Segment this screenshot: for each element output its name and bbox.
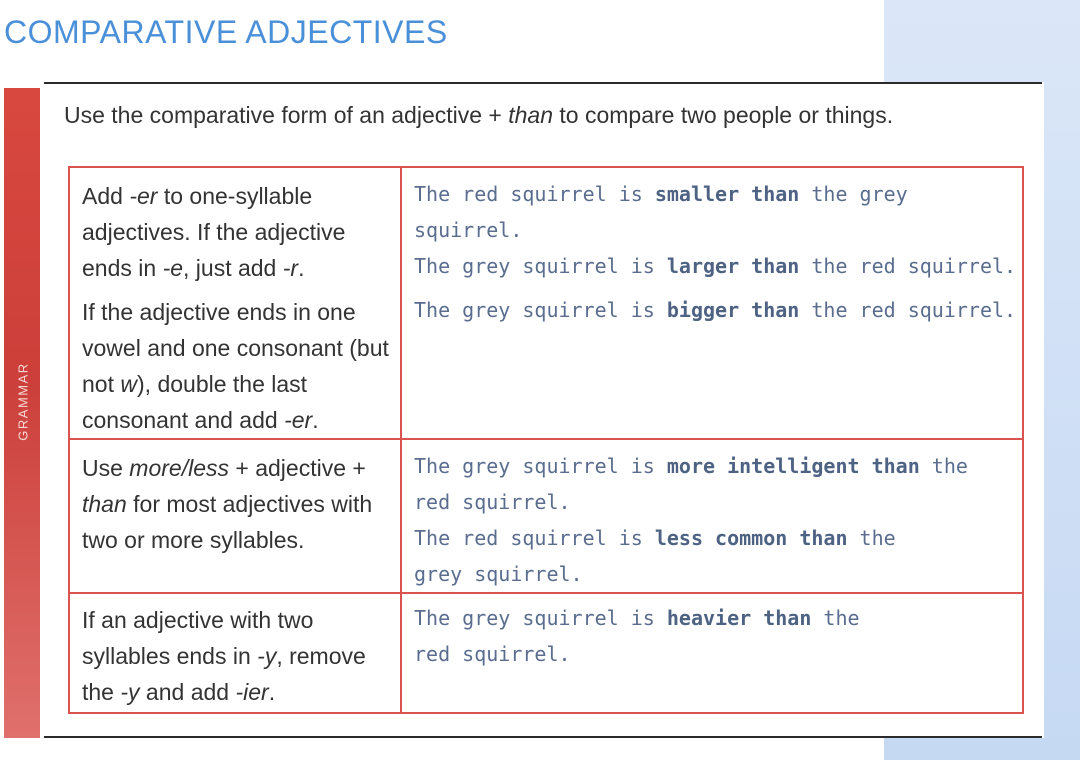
rule-cell: Use more/less + adjective + than for most adjectives with two or more syllables. — [82, 455, 373, 553]
column-divider — [400, 594, 402, 714]
example-cell — [414, 448, 1019, 592]
table-row — [70, 168, 1022, 440]
rule-cell: If an adjective with two syllables ends in -y, remove the -y and add -ier. — [82, 607, 366, 705]
example-sentence: The red squirrel is smaller than the grey squirrel. — [414, 182, 908, 242]
example-cell — [414, 292, 1019, 328]
rules-table — [68, 166, 1024, 714]
example-sentence-continued: grey squirrel. — [414, 562, 583, 586]
example-sentence: The grey squirrel is more intelligent than the — [414, 454, 968, 478]
rule-cell: Add -er to one-syllable adjectives. If the adjective ends in -e, just add -r. — [82, 183, 346, 281]
rule-cell: If the adjective ends in one vowel and one consonant (but not w), double the last consonant and add -er. — [82, 299, 389, 433]
top-divider — [44, 82, 1042, 84]
bottom-divider — [44, 736, 1042, 738]
table-row — [70, 440, 1022, 594]
grammar-box — [14, 82, 1044, 738]
example-sentence: The grey squirrel is heavier than the — [414, 606, 860, 630]
intro-text: Use the comparative form of an adjective + than to compare two people or things. — [64, 102, 894, 128]
example-sentence: The grey squirrel is bigger than the red squirrel. — [414, 298, 1017, 322]
example-cell — [414, 176, 1019, 284]
side-tab-label: GRAMMAR — [15, 361, 31, 441]
example-sentence: The grey squirrel is larger than the red squirrel. — [414, 254, 1017, 278]
example-sentence-continued: red squirrel. — [414, 642, 571, 666]
grammar-side-tab — [4, 88, 40, 738]
table-row — [70, 594, 1022, 712]
example-sentence: The red squirrel is less common than the — [414, 526, 896, 550]
column-divider — [400, 168, 402, 440]
example-cell — [414, 600, 1019, 672]
column-divider — [400, 440, 402, 594]
page-title: COMPARATIVE ADJECTIVES — [4, 14, 448, 50]
example-sentence-continued: red squirrel. — [414, 490, 571, 514]
